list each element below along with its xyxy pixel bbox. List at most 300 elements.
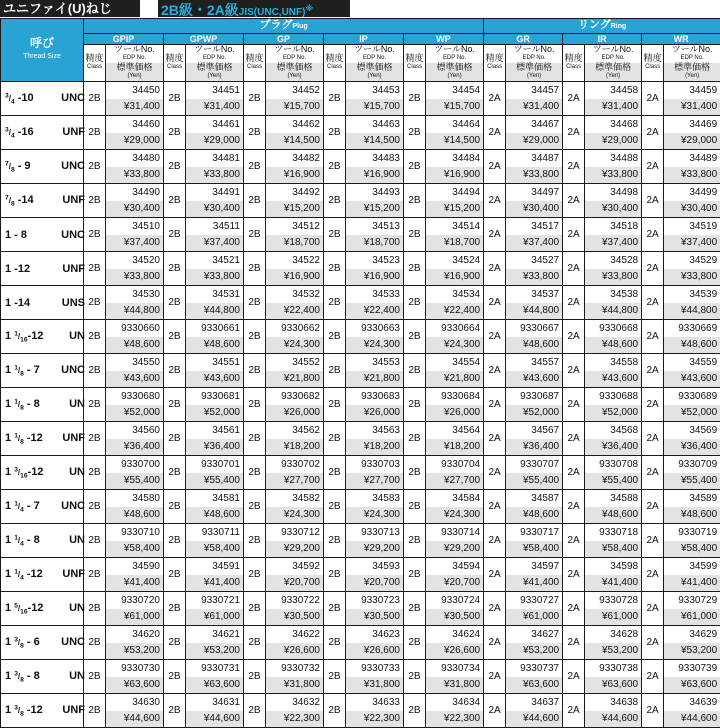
tool-header-ip: IP xyxy=(324,34,404,45)
class-cell: 2B xyxy=(164,116,186,150)
class-cell: 2A xyxy=(484,218,506,252)
class-cell: 2B xyxy=(404,388,426,422)
edp-number: 9330738 xyxy=(585,660,641,677)
tool-cell xyxy=(506,252,563,286)
price-value: ¥30,400 xyxy=(106,201,163,217)
price-value: ¥24,300 xyxy=(266,507,323,523)
tool-cell xyxy=(664,218,720,252)
price-value: ¥16,900 xyxy=(346,167,403,183)
price-value: ¥44,600 xyxy=(506,711,562,727)
edp-number: 34587 xyxy=(506,490,562,507)
class-cell: 2A xyxy=(484,388,506,422)
edp-number: 9330718 xyxy=(585,524,641,541)
page-header xyxy=(0,0,720,17)
class-cell: 2B xyxy=(404,82,426,116)
edp-number: 34631 xyxy=(186,694,243,711)
tool-cell xyxy=(664,592,720,626)
edp-number: 34529 xyxy=(664,252,720,269)
edp-number: 34538 xyxy=(585,286,641,303)
class-cell: 2B xyxy=(324,354,346,388)
edp-number: 34557 xyxy=(506,354,562,371)
edp-number: 34521 xyxy=(186,252,243,269)
tool-cell xyxy=(346,82,404,116)
edp-number: 34560 xyxy=(106,422,163,439)
class-label: 精度 xyxy=(85,53,103,63)
thread-size: 1 -14 xyxy=(5,297,59,309)
grade-badge xyxy=(158,0,350,17)
edp-number: 9330662 xyxy=(266,320,323,337)
edp-number: 34484 xyxy=(426,150,483,167)
edp-number: 34531 xyxy=(186,286,243,303)
tool-cell xyxy=(186,150,244,184)
class-cell: 2B xyxy=(404,422,426,456)
tool-no-label: ツールNo. xyxy=(506,45,562,54)
grade-mark: ※ xyxy=(305,4,313,13)
edp-number: 9330724 xyxy=(426,592,483,609)
class-cell: 2B xyxy=(324,626,346,660)
class-cell: 2A xyxy=(563,354,585,388)
plug-group-header xyxy=(84,19,484,34)
class-cell: 2A xyxy=(484,694,506,728)
edp-number: 9330688 xyxy=(585,388,641,405)
class-cell: 2B xyxy=(324,82,346,116)
price-value: ¥16,900 xyxy=(426,269,483,285)
price-value: ¥20,700 xyxy=(426,575,483,591)
price-value: ¥14,500 xyxy=(266,133,323,149)
edp-number: 34622 xyxy=(266,626,323,643)
price-value: ¥18,200 xyxy=(346,439,403,455)
class-cell: 2A xyxy=(563,184,585,218)
table-row xyxy=(1,82,720,116)
tool-header-gpip: GPIP xyxy=(84,34,164,45)
thread-size-cell xyxy=(1,388,84,422)
edp-number: 34450 xyxy=(106,82,163,99)
tool-cell xyxy=(106,184,164,218)
edp-number: 34551 xyxy=(186,354,243,371)
edp-number: 34639 xyxy=(664,694,720,711)
edp-number: 34580 xyxy=(106,490,163,507)
class-cell: 2B xyxy=(164,218,186,252)
class-cell: 2B xyxy=(324,218,346,252)
plug-label: プラグ xyxy=(259,19,292,31)
price-value: ¥16,900 xyxy=(266,167,323,183)
price-value: ¥20,700 xyxy=(266,575,323,591)
class-header xyxy=(84,45,106,82)
tool-no-label: ツールNo. xyxy=(346,45,403,54)
thread-size-cell xyxy=(1,218,84,252)
edp-number: 9330731 xyxy=(186,660,243,677)
price-value: ¥53,200 xyxy=(664,643,720,659)
edp-number: 9330717 xyxy=(506,524,562,541)
tool-cell xyxy=(186,184,244,218)
edp-number: 34594 xyxy=(426,558,483,575)
thread-size-cell xyxy=(1,558,84,592)
price-value: ¥30,400 xyxy=(585,201,641,217)
class-cell: 2B xyxy=(244,184,266,218)
edp-number: 9330701 xyxy=(186,456,243,473)
edp-number: 34517 xyxy=(506,218,562,235)
class-cell: 2B xyxy=(164,320,186,354)
tool-no-label: ツールNo. xyxy=(266,45,323,54)
tool-cell xyxy=(186,456,244,490)
class-cell: 2B xyxy=(404,286,426,320)
tool-cell xyxy=(186,116,244,150)
thread-size: 1 $^1/_8 - 8$ xyxy=(5,398,59,412)
tool-cell xyxy=(106,592,164,626)
edp-number: 34629 xyxy=(664,626,720,643)
price-value: ¥21,800 xyxy=(426,371,483,387)
price-value: ¥48,600 xyxy=(664,337,720,353)
price-value: ¥30,500 xyxy=(346,609,403,625)
thread-size-cell xyxy=(1,252,84,286)
edp-number: 9330734 xyxy=(426,660,483,677)
edp-number: 34527 xyxy=(506,252,562,269)
tool-cell xyxy=(106,524,164,558)
tool-cell xyxy=(585,320,642,354)
class-label-en: Class xyxy=(484,63,505,72)
tool-no-header xyxy=(506,45,563,82)
price-value: ¥63,600 xyxy=(186,677,243,693)
edp-number: 9330700 xyxy=(106,456,163,473)
thread-type: UN xyxy=(59,534,85,546)
edp-number: 9330721 xyxy=(186,592,243,609)
class-cell: 2B xyxy=(244,490,266,524)
tool-cell xyxy=(585,82,642,116)
price-value: ¥33,800 xyxy=(506,167,562,183)
price-value: ¥14,500 xyxy=(346,133,403,149)
class-cell: 2B xyxy=(164,252,186,286)
class-cell: 2B xyxy=(324,592,346,626)
thread-type: UN xyxy=(59,330,85,342)
ring-label-en: Ring xyxy=(611,23,627,30)
class-cell: 2A xyxy=(642,116,664,150)
edp-number: 34512 xyxy=(266,218,323,235)
class-cell: 2B xyxy=(244,592,266,626)
class-cell: 2B xyxy=(84,388,106,422)
table-row xyxy=(1,252,720,286)
price-value: ¥33,800 xyxy=(186,167,243,183)
tool-cell xyxy=(186,82,244,116)
tool-cell xyxy=(426,660,484,694)
edp-number: 34627 xyxy=(506,626,562,643)
tool-cell xyxy=(426,490,484,524)
tool-cell xyxy=(585,626,642,660)
yen-label: (Yen) xyxy=(266,72,323,81)
class-header xyxy=(244,45,266,82)
class-cell: 2A xyxy=(563,592,585,626)
tool-cell xyxy=(266,592,324,626)
edp-number: 34523 xyxy=(346,252,403,269)
class-label: 精度 xyxy=(165,53,183,63)
class-cell: 2A xyxy=(642,490,664,524)
price-value: ¥55,400 xyxy=(106,473,163,489)
price-label: 標準価格 xyxy=(506,63,562,72)
edp-number: 34452 xyxy=(266,82,323,99)
tool-cell xyxy=(186,218,244,252)
edp-number: 9330713 xyxy=(346,524,403,541)
edp-number: 34464 xyxy=(426,116,483,133)
thread-type: UN xyxy=(59,670,85,682)
tool-cell xyxy=(664,150,720,184)
price-value: ¥22,300 xyxy=(346,711,403,727)
price-value: ¥36,400 xyxy=(585,439,641,455)
price-value: ¥30,500 xyxy=(266,609,323,625)
edp-number: 9330704 xyxy=(426,456,483,473)
tool-cell xyxy=(585,116,642,150)
tool-cell xyxy=(346,320,404,354)
class-cell: 2A xyxy=(484,116,506,150)
price-value: ¥31,800 xyxy=(426,677,483,693)
table-row xyxy=(1,354,720,388)
thread-type: UN xyxy=(59,466,85,478)
class-cell: 2B xyxy=(244,694,266,728)
yen-label: (Yen) xyxy=(426,72,483,81)
tool-cell xyxy=(506,592,563,626)
edp-number: 34628 xyxy=(585,626,641,643)
tool-cell xyxy=(106,456,164,490)
edp-number: 34620 xyxy=(106,626,163,643)
tool-cell xyxy=(186,524,244,558)
price-value: ¥18,700 xyxy=(426,235,483,251)
price-value: ¥29,200 xyxy=(346,541,403,557)
price-value: ¥31,400 xyxy=(106,99,163,115)
tool-cell xyxy=(106,558,164,592)
edp-number: 34528 xyxy=(585,252,641,269)
class-cell: 2A xyxy=(642,218,664,252)
price-value: ¥30,400 xyxy=(186,201,243,217)
page-title: ユニファイ(U)ねじ xyxy=(0,0,140,17)
tool-cell xyxy=(346,422,404,456)
edp-number: 34482 xyxy=(266,150,323,167)
price-value: ¥44,800 xyxy=(506,303,562,319)
price-value: ¥52,000 xyxy=(106,405,163,421)
edp-number: 9330660 xyxy=(106,320,163,337)
table-row xyxy=(1,218,720,252)
thread-size-label-en: Thread Size xyxy=(1,50,83,64)
tool-cell xyxy=(664,558,720,592)
edp-number: 9330708 xyxy=(585,456,641,473)
thread-size: 1 $^5/_{16}-12$ xyxy=(5,602,59,616)
tool-cell xyxy=(106,422,164,456)
class-cell: 2A xyxy=(642,320,664,354)
class-cell: 2B xyxy=(244,456,266,490)
price-value: ¥44,800 xyxy=(106,303,163,319)
class-cell: 2A xyxy=(484,82,506,116)
price-value: ¥41,400 xyxy=(506,575,562,591)
class-cell: 2A xyxy=(484,184,506,218)
class-cell: 2B xyxy=(404,150,426,184)
thread-size: 1 $^1/_8 - 7$ xyxy=(5,364,59,378)
thread-size-label: 呼び xyxy=(30,36,54,50)
table-row xyxy=(1,320,720,354)
edp-number: 9330728 xyxy=(585,592,641,609)
thread-type: UN xyxy=(59,602,85,614)
tool-cell xyxy=(664,252,720,286)
edp-number: 9330682 xyxy=(266,388,323,405)
tool-cell xyxy=(506,320,563,354)
tool-cell xyxy=(266,116,324,150)
thread-size: 1 - 8 xyxy=(5,229,59,241)
edp-number: 34561 xyxy=(186,422,243,439)
class-label: 精度 xyxy=(644,53,662,63)
class-cell: 2B xyxy=(244,422,266,456)
yen-label: (Yen) xyxy=(186,72,243,81)
price-value: ¥22,400 xyxy=(266,303,323,319)
class-cell: 2B xyxy=(404,184,426,218)
tool-cell xyxy=(266,694,324,728)
class-cell: 2B xyxy=(164,82,186,116)
price-value: ¥43,600 xyxy=(506,371,562,387)
edp-number: 34592 xyxy=(266,558,323,575)
edp-number: 9330714 xyxy=(426,524,483,541)
price-value: ¥63,600 xyxy=(585,677,641,693)
tool-cell xyxy=(186,354,244,388)
edp-number: 34493 xyxy=(346,184,403,201)
edp-number: 34463 xyxy=(346,116,403,133)
class-cell: 2B xyxy=(404,456,426,490)
edp-number: 34483 xyxy=(346,150,403,167)
tool-cell xyxy=(186,490,244,524)
edp-number: 34457 xyxy=(506,82,562,99)
price-value: ¥44,800 xyxy=(664,303,720,319)
price-value: ¥33,800 xyxy=(186,269,243,285)
price-value: ¥31,400 xyxy=(506,99,562,115)
edp-number: 34588 xyxy=(585,490,641,507)
edp-number: 34488 xyxy=(585,150,641,167)
price-value: ¥30,400 xyxy=(664,201,720,217)
edp-number: 34513 xyxy=(346,218,403,235)
tool-cell xyxy=(585,354,642,388)
thread-type: UNF xyxy=(59,704,85,716)
table-row xyxy=(1,456,720,490)
class-cell: 2B xyxy=(84,626,106,660)
thread-size: 1 $^1/_4$ -12 xyxy=(5,568,59,582)
tool-no-label: ツールNo. xyxy=(426,45,483,54)
class-cell: 2A xyxy=(563,218,585,252)
price-value: ¥22,400 xyxy=(426,303,483,319)
class-cell: 2B xyxy=(404,218,426,252)
price-value: ¥15,700 xyxy=(266,99,323,115)
tool-cell xyxy=(106,286,164,320)
plug-label-en: Plug xyxy=(292,23,307,30)
price-value: ¥27,700 xyxy=(346,473,403,489)
price-value: ¥31,400 xyxy=(585,99,641,115)
class-cell: 2A xyxy=(642,252,664,286)
thread-type: UNS xyxy=(59,297,85,309)
price-value: ¥15,200 xyxy=(266,201,323,217)
thread-size-cell xyxy=(1,660,84,694)
thread-type: UN xyxy=(59,398,85,410)
price-value: ¥31,400 xyxy=(664,99,720,115)
edp-number: 34638 xyxy=(585,694,641,711)
price-value: ¥41,400 xyxy=(106,575,163,591)
edp-number: 9330661 xyxy=(186,320,243,337)
price-value: ¥33,800 xyxy=(506,269,562,285)
class-cell: 2B xyxy=(244,116,266,150)
price-value: ¥20,700 xyxy=(346,575,403,591)
thread-size-cell xyxy=(1,694,84,728)
price-value: ¥41,400 xyxy=(664,575,720,591)
price-value: ¥61,000 xyxy=(585,609,641,625)
price-value: ¥48,600 xyxy=(585,507,641,523)
class-cell: 2A xyxy=(484,592,506,626)
edp-label: EDP No. xyxy=(346,54,403,63)
edp-number: 34632 xyxy=(266,694,323,711)
yen-label: (Yen) xyxy=(664,72,720,81)
tool-cell xyxy=(346,116,404,150)
tool-cell xyxy=(186,320,244,354)
price-value: ¥44,600 xyxy=(664,711,720,727)
yen-label: (Yen) xyxy=(585,72,641,81)
edp-number: 34624 xyxy=(426,626,483,643)
edp-number: 34497 xyxy=(506,184,562,201)
tool-no-header xyxy=(186,45,244,82)
price-value: ¥33,800 xyxy=(664,167,720,183)
edp-number: 34469 xyxy=(664,116,720,133)
class-cell: 2A xyxy=(484,252,506,286)
tool-cell xyxy=(506,354,563,388)
tool-cell xyxy=(585,286,642,320)
tool-cell xyxy=(106,320,164,354)
class-cell: 2B xyxy=(84,82,106,116)
price-value: ¥31,800 xyxy=(266,677,323,693)
class-label: 精度 xyxy=(245,53,263,63)
price-table xyxy=(0,18,720,728)
thread-type: UNC xyxy=(59,92,85,104)
class-cell: 2B xyxy=(164,660,186,694)
class-cell: 2B xyxy=(164,490,186,524)
price-value: ¥58,400 xyxy=(506,541,562,557)
ring-group-header xyxy=(484,19,720,34)
edp-number: 9330683 xyxy=(346,388,403,405)
price-value: ¥30,400 xyxy=(506,201,562,217)
class-label-en: Class xyxy=(642,63,663,72)
class-cell: 2B xyxy=(84,490,106,524)
edp-number: 34520 xyxy=(106,252,163,269)
tool-cell xyxy=(106,388,164,422)
edp-number: 34481 xyxy=(186,150,243,167)
class-cell: 2B xyxy=(404,354,426,388)
edp-number: 9330712 xyxy=(266,524,323,541)
class-cell: 2A xyxy=(484,490,506,524)
class-header xyxy=(404,45,426,82)
class-cell: 2A xyxy=(642,660,664,694)
price-label-block xyxy=(506,63,562,81)
tool-cell xyxy=(506,286,563,320)
tool-cell xyxy=(426,524,484,558)
edp-number: 34637 xyxy=(506,694,562,711)
tool-no-header xyxy=(346,45,404,82)
tool-cell xyxy=(426,218,484,252)
tool-cell xyxy=(266,354,324,388)
class-cell: 2B xyxy=(84,592,106,626)
price-value: ¥24,300 xyxy=(426,507,483,523)
class-cell: 2B xyxy=(244,660,266,694)
price-label-block xyxy=(106,63,163,81)
thread-size-cell xyxy=(1,150,84,184)
price-value: ¥43,600 xyxy=(186,371,243,387)
tool-cell xyxy=(266,660,324,694)
tool-cell xyxy=(346,286,404,320)
price-value: ¥44,800 xyxy=(585,303,641,319)
tool-cell xyxy=(664,286,720,320)
tool-cell xyxy=(426,694,484,728)
price-value: ¥15,200 xyxy=(346,201,403,217)
tool-cell xyxy=(585,252,642,286)
price-value: ¥61,000 xyxy=(664,609,720,625)
tool-cell xyxy=(266,524,324,558)
class-cell: 2A xyxy=(642,592,664,626)
